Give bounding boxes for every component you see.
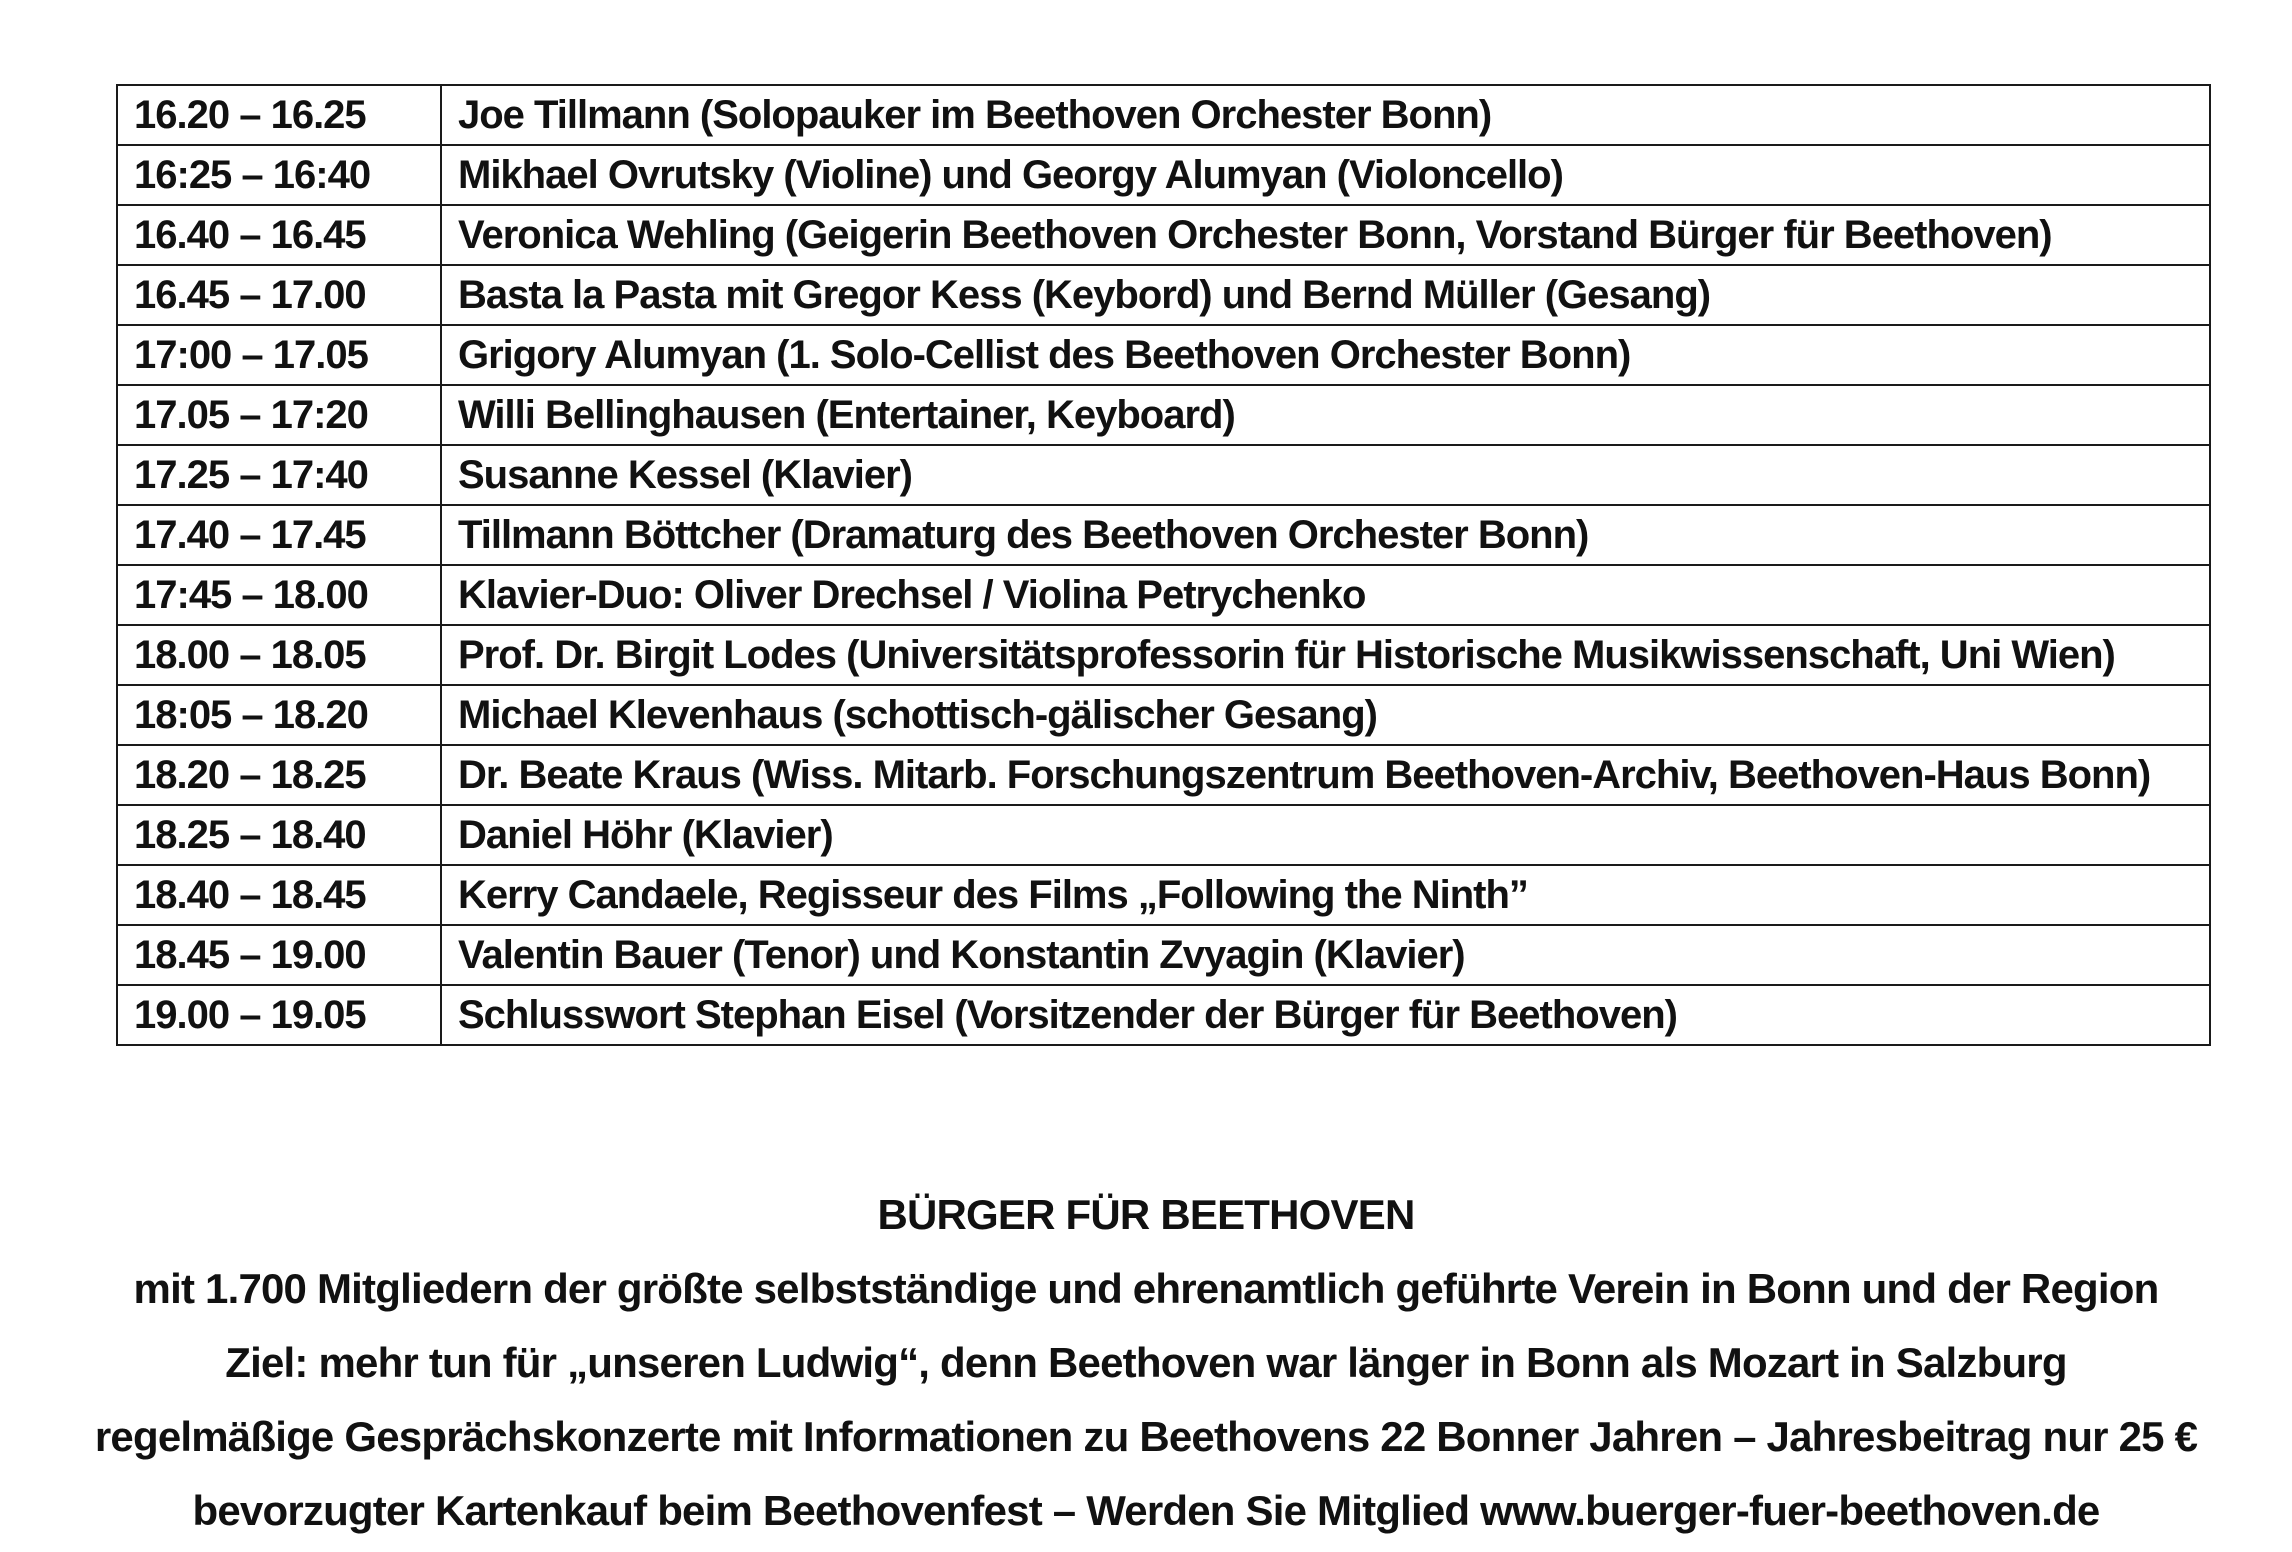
table-row — [117, 805, 2210, 865]
time-cell: 16.45 – 17.00 — [117, 265, 441, 325]
table-row — [117, 745, 2210, 805]
table-row — [117, 685, 2210, 745]
info-line: regelmäßige Gesprächskonzerte mit Informationen zu Beethovens 22 Bonner Jahren – Jahresbeitrag nur 25 € — [94, 1413, 2198, 1460]
program-cell: Schlusswort Stephan Eisel (Vorsitzender der Bürger für Beethoven) — [441, 985, 2210, 1045]
table-row — [117, 565, 2210, 625]
table-row — [117, 445, 2210, 505]
program-cell: Veronica Wehling (Geigerin Beethoven Orchester Bonn, Vorstand Bürger für Beethoven) — [441, 205, 2210, 265]
table-row — [117, 505, 2210, 565]
time-cell: 18.40 – 18.45 — [117, 865, 441, 925]
table-row — [117, 865, 2210, 925]
program-cell: Daniel Höhr (Klavier) — [441, 805, 2210, 865]
program-cell: Mikhael Ovrutsky (Violine) und Georgy Alumyan (Violoncello) — [441, 145, 2210, 205]
table-row — [117, 325, 2210, 385]
time-cell: 16.40 – 16.45 — [117, 205, 441, 265]
info-line: mit 1.700 Mitgliedern der größte selbstständige und ehrenamtlich geführte Verein in Bonn und der Region — [133, 1265, 2159, 1312]
table-row — [117, 205, 2210, 265]
association-info — [0, 1178, 2292, 1548]
time-cell: 17.05 – 17:20 — [117, 385, 441, 445]
program-cell: Willi Bellinghausen (Entertainer, Keyboard) — [441, 385, 2210, 445]
program-cell: Klavier-Duo: Oliver Drechsel / Violina Petrychenko — [441, 565, 2210, 625]
time-cell: 18.45 – 19.00 — [117, 925, 441, 985]
program-cell: Valentin Bauer (Tenor) und Konstantin Zvyagin (Klavier) — [441, 925, 2210, 985]
schedule-body — [117, 85, 2210, 1045]
program-cell: Dr. Beate Kraus (Wiss. Mitarb. Forschungszentrum Beethoven-Archiv, Beethoven-Haus Bonn) — [441, 745, 2210, 805]
table-row — [117, 85, 2210, 145]
table-row — [117, 985, 2210, 1045]
table-row — [117, 925, 2210, 985]
time-cell: 18.25 – 18.40 — [117, 805, 441, 865]
time-cell: 18.00 – 18.05 — [117, 625, 441, 685]
time-cell: 17:45 – 18.00 — [117, 565, 441, 625]
program-cell: Basta la Pasta mit Gregor Kess (Keybord) und Bernd Müller (Gesang) — [441, 265, 2210, 325]
table-row — [117, 625, 2210, 685]
time-cell: 17.25 – 17:40 — [117, 445, 441, 505]
time-cell: 16:25 – 16:40 — [117, 145, 441, 205]
table-row — [117, 265, 2210, 325]
info-line: Ziel: mehr tun für „unseren Ludwig“, denn Beethoven war länger in Bonn als Mozart in Salzburg — [225, 1339, 2067, 1386]
program-cell: Kerry Candaele, Regisseur des Films „Following the Ninth” — [441, 865, 2210, 925]
time-cell: 17:00 – 17.05 — [117, 325, 441, 385]
association-heading: BÜRGER FÜR BEETHOVEN — [877, 1191, 1415, 1238]
info-line: bevorzugter Kartenkauf beim Beethovenfest – Werden Sie Mitglied www.buerger-fuer-beethoven.de — [192, 1487, 2100, 1534]
program-cell: Tillmann Böttcher (Dramaturg des Beethoven Orchester Bonn) — [441, 505, 2210, 565]
time-cell: 18.20 – 18.25 — [117, 745, 441, 805]
program-cell: Michael Klevenhaus (schottisch-gälischer Gesang) — [441, 685, 2210, 745]
schedule-table — [116, 84, 2211, 1046]
time-cell: 18:05 – 18.20 — [117, 685, 441, 745]
program-cell: Joe Tillmann (Solopauker im Beethoven Orchester Bonn) — [441, 85, 2210, 145]
table-row — [117, 145, 2210, 205]
table-row — [117, 385, 2210, 445]
program-cell: Susanne Kessel (Klavier) — [441, 445, 2210, 505]
program-cell: Grigory Alumyan (1. Solo-Cellist des Beethoven Orchester Bonn) — [441, 325, 2210, 385]
time-cell: 19.00 – 19.05 — [117, 985, 441, 1045]
time-cell: 17.40 – 17.45 — [117, 505, 441, 565]
time-cell: 16.20 – 16.25 — [117, 85, 441, 145]
program-cell: Prof. Dr. Birgit Lodes (Universitätsprofessorin für Historische Musikwissenschaft, Uni Wien) — [441, 625, 2210, 685]
